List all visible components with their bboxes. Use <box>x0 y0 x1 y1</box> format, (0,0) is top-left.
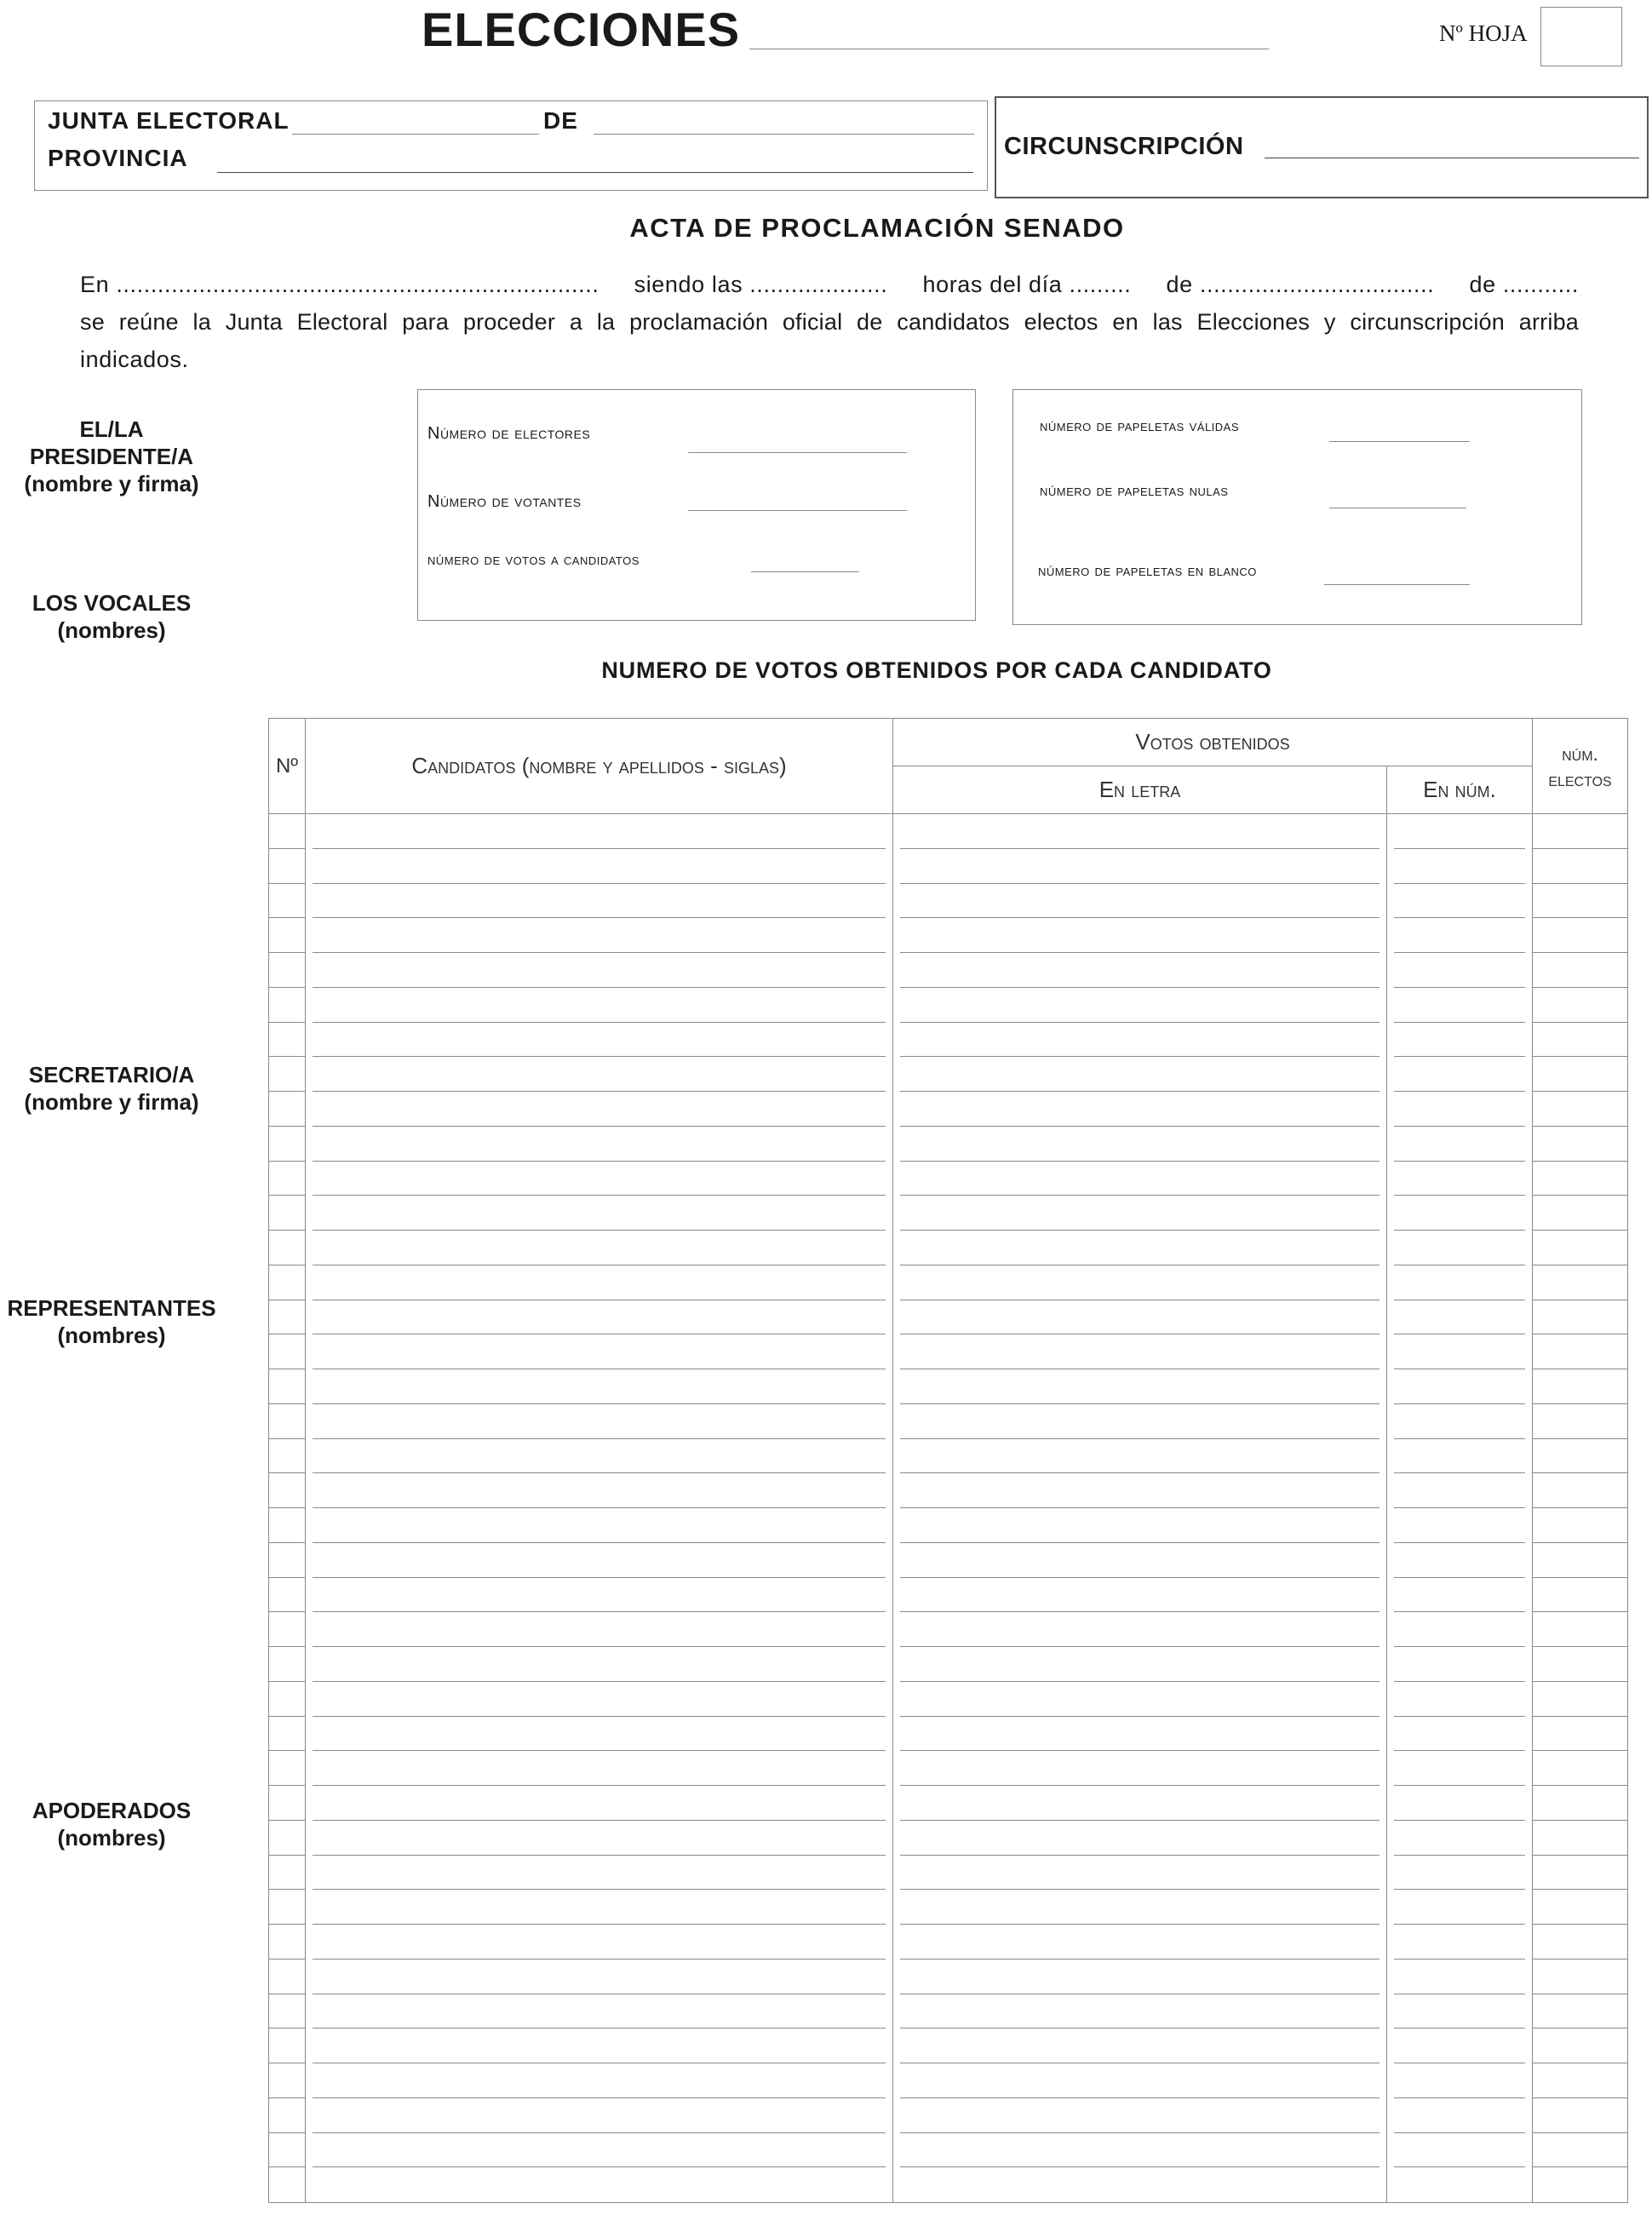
cell-votos-num[interactable] <box>1387 2167 1533 2202</box>
candidates-table <box>268 718 1628 2203</box>
candidates-body <box>269 814 1628 2203</box>
cell-votos-num[interactable] <box>1387 1647 1533 1682</box>
votantes-field[interactable] <box>688 510 907 511</box>
secretario-sub: (nombre y firma) <box>24 1089 199 1115</box>
cell-electos[interactable] <box>1533 2167 1628 2202</box>
cell-candidato[interactable] <box>306 2029 893 2063</box>
cell-no[interactable] <box>269 1508 306 1543</box>
cell-votos-num[interactable] <box>1387 1057 1533 1092</box>
cell-votos-letra[interactable] <box>893 1404 1387 1439</box>
acta-line-1 <box>80 266 1579 303</box>
table-row <box>269 2167 1628 2202</box>
cell-candidato[interactable] <box>306 1439 893 1474</box>
cell-votos-num[interactable] <box>1387 1508 1533 1543</box>
cell-candidato[interactable] <box>306 1023 893 1058</box>
cell-votos-letra[interactable] <box>893 1751 1387 1786</box>
cell-votos-num[interactable] <box>1387 1127 1533 1162</box>
cell-candidato[interactable] <box>306 1786 893 1821</box>
cell-candidato[interactable] <box>306 1543 893 1578</box>
cell-votos-num[interactable] <box>1387 1682 1533 1717</box>
cell-candidato[interactable] <box>306 1751 893 1786</box>
de-label: DE <box>543 107 578 134</box>
cell-votos-num[interactable] <box>1387 953 1533 988</box>
cell-no[interactable] <box>269 1925 306 1960</box>
cell-no[interactable] <box>269 1751 306 1786</box>
junta-electoral-label: JUNTA ELECTORAL <box>48 107 290 134</box>
cell-candidato[interactable] <box>306 1994 893 2029</box>
cell-candidato[interactable] <box>306 1369 893 1404</box>
nulas-label: número de papeletas nulas <box>1040 482 1229 500</box>
cell-no[interactable] <box>269 1473 306 1508</box>
cell-electos[interactable] <box>1533 1578 1628 1613</box>
cell-electos[interactable] <box>1533 1369 1628 1404</box>
cell-candidato[interactable] <box>306 1682 893 1717</box>
junta-electoral-line[interactable] <box>292 134 539 135</box>
representantes-label-block <box>0 1294 223 1349</box>
cell-candidato[interactable] <box>306 953 893 988</box>
acta-line2-text: se reúne la Junta Electoral para proceder a la proclamación oficial de candidatos electos en las Elecciones y circunscripción arriba <box>80 309 1579 335</box>
cell-no[interactable] <box>269 1717 306 1752</box>
col-header-electos <box>1533 719 1628 814</box>
validas-label: número de papeletas válidas <box>1040 417 1240 435</box>
cell-votos-num[interactable] <box>1387 1578 1533 1613</box>
acta-title: ACTA DE PROCLAMACIÓN SENADO <box>629 213 1125 243</box>
cell-no[interactable] <box>269 2029 306 2063</box>
apoderados-label-block <box>0 1797 223 1851</box>
cell-no[interactable] <box>269 1856 306 1891</box>
cell-no[interactable] <box>269 1786 306 1821</box>
table-row <box>269 1682 1628 1717</box>
cell-votos-letra[interactable] <box>893 1369 1387 1404</box>
cell-no[interactable] <box>269 2063 306 2098</box>
cell-no[interactable] <box>269 814 306 849</box>
cell-no[interactable] <box>269 1439 306 1474</box>
cell-no[interactable] <box>269 2133 306 2168</box>
cell-electos[interactable] <box>1533 1821 1628 1856</box>
cell-votos-letra[interactable] <box>893 1543 1387 1578</box>
cell-electos[interactable] <box>1533 1647 1628 1682</box>
cell-votos-num[interactable] <box>1387 2133 1533 2168</box>
cell-no[interactable] <box>269 849 306 884</box>
cell-votos-num[interactable] <box>1387 1404 1533 1439</box>
cell-votos-num[interactable] <box>1387 1717 1533 1752</box>
table-row <box>269 1890 1628 1925</box>
cell-no[interactable] <box>269 2098 306 2133</box>
cell-electos[interactable] <box>1533 953 1628 988</box>
table-row <box>269 1023 1628 1058</box>
col-header-candidatos: Candidatos (nombre y apellidos - siglas) <box>306 719 893 814</box>
cell-electos[interactable] <box>1533 814 1628 849</box>
cell-candidato[interactable] <box>306 1300 893 1335</box>
cell-candidato[interactable] <box>306 1404 893 1439</box>
table-row <box>269 849 1628 884</box>
cell-electos[interactable] <box>1533 1334 1628 1369</box>
cell-electos[interactable] <box>1533 1508 1628 1543</box>
cell-votos-letra[interactable] <box>893 1890 1387 1925</box>
cell-electos[interactable] <box>1533 1856 1628 1891</box>
table-row <box>269 884 1628 919</box>
cell-candidato[interactable] <box>306 1162 893 1196</box>
cell-no[interactable] <box>269 1162 306 1196</box>
table-row <box>269 1994 1628 2029</box>
cell-electos[interactable] <box>1533 1092 1628 1127</box>
cell-candidato[interactable] <box>306 1057 893 1092</box>
apoderados-sub: (nombres) <box>57 1825 166 1851</box>
cell-votos-num[interactable] <box>1387 1092 1533 1127</box>
col-header-no: Nº <box>269 719 306 814</box>
cell-votos-letra[interactable] <box>893 2133 1387 2168</box>
cell-votos-num[interactable] <box>1387 884 1533 919</box>
cell-electos[interactable] <box>1533 1612 1628 1647</box>
apoderados-label: APODERADOS <box>32 1798 192 1823</box>
cell-votos-num[interactable] <box>1387 1196 1533 1231</box>
cell-votos-letra[interactable] <box>893 1647 1387 1682</box>
cell-electos[interactable] <box>1533 2098 1628 2133</box>
blanco-field[interactable] <box>1324 584 1470 585</box>
acta-line1-part: horas del día ......... <box>922 272 1132 297</box>
cell-no[interactable] <box>269 1960 306 1994</box>
acta-line1-part: de ........... <box>1469 272 1579 297</box>
cell-votos-num[interactable] <box>1387 2063 1533 2098</box>
cell-votos-num[interactable] <box>1387 1369 1533 1404</box>
cell-no[interactable] <box>269 2167 306 2202</box>
cell-electos[interactable] <box>1533 1127 1628 1162</box>
cell-no[interactable] <box>269 1647 306 1682</box>
cell-votos-num[interactable] <box>1387 1612 1533 1647</box>
cell-electos[interactable] <box>1533 1439 1628 1474</box>
hoja-label: Nº HOJA <box>1439 20 1528 46</box>
cell-votos-letra[interactable] <box>893 2029 1387 2063</box>
table-row <box>269 1508 1628 1543</box>
votos-section-title: NUMERO DE VOTOS OBTENIDOS POR CADA CANDIDATO <box>601 657 1272 683</box>
cell-candidato[interactable] <box>306 1231 893 1265</box>
cell-no[interactable] <box>269 1578 306 1613</box>
table-row <box>269 1925 1628 1960</box>
cell-candidato[interactable] <box>306 1960 893 1994</box>
table-row <box>269 1300 1628 1335</box>
cell-votos-num[interactable] <box>1387 1925 1533 1960</box>
cell-electos[interactable] <box>1533 1786 1628 1821</box>
cell-votos-letra[interactable] <box>893 1821 1387 1856</box>
acta-line-2 <box>80 303 1579 341</box>
cell-votos-letra[interactable] <box>893 884 1387 919</box>
representantes-sub: (nombres) <box>57 1323 166 1348</box>
cell-candidato[interactable] <box>306 1856 893 1891</box>
cell-no[interactable] <box>269 1821 306 1856</box>
cell-votos-num[interactable] <box>1387 1162 1533 1196</box>
cell-votos-letra[interactable] <box>893 1196 1387 1231</box>
cell-votos-letra[interactable] <box>893 1508 1387 1543</box>
cell-candidato[interactable] <box>306 884 893 919</box>
cell-no[interactable] <box>269 1300 306 1335</box>
table-row <box>269 1057 1628 1092</box>
provincia-line[interactable] <box>217 172 973 173</box>
provincia-label: PROVINCIA <box>48 145 188 171</box>
cell-votos-letra[interactable] <box>893 988 1387 1023</box>
cell-votos-num[interactable] <box>1387 1994 1533 2029</box>
cell-votos-letra[interactable] <box>893 814 1387 849</box>
cell-votos-letra[interactable] <box>893 1300 1387 1335</box>
table-row <box>269 2029 1628 2063</box>
cell-electos[interactable] <box>1533 1717 1628 1752</box>
table-row <box>269 1127 1628 1162</box>
acta-line-3: indicados. <box>80 347 189 372</box>
table-row <box>269 953 1628 988</box>
cell-votos-num[interactable] <box>1387 918 1533 953</box>
cell-electos[interactable] <box>1533 1960 1628 1994</box>
cell-electos[interactable] <box>1533 849 1628 884</box>
col-header-electos-1: núm. <box>1562 742 1598 765</box>
table-row <box>269 2133 1628 2168</box>
cell-candidato[interactable] <box>306 1890 893 1925</box>
cell-no[interactable] <box>269 1092 306 1127</box>
cell-no[interactable] <box>269 1127 306 1162</box>
table-row <box>269 1612 1628 1647</box>
cell-candidato[interactable] <box>306 1647 893 1682</box>
cell-votos-num[interactable] <box>1387 814 1533 849</box>
cell-votos-num[interactable] <box>1387 1821 1533 1856</box>
col-header-electos-2: electos <box>1548 767 1612 790</box>
cell-votos-letra[interactable] <box>893 1856 1387 1891</box>
acta-line1-part: de .................................. <box>1166 272 1435 297</box>
cell-candidato[interactable] <box>306 1092 893 1127</box>
votantes-label: Número de votantes <box>427 492 582 511</box>
table-row <box>269 1960 1628 1994</box>
cell-electos[interactable] <box>1533 1265 1628 1300</box>
table-row <box>269 1717 1628 1752</box>
cell-no[interactable] <box>269 1612 306 1647</box>
table-row <box>269 1786 1628 1821</box>
cell-candidato[interactable] <box>306 1612 893 1647</box>
table-row <box>269 1856 1628 1891</box>
cell-votos-num[interactable] <box>1387 1473 1533 1508</box>
cell-votos-num[interactable] <box>1387 988 1533 1023</box>
cell-votos-num[interactable] <box>1387 1751 1533 1786</box>
cell-candidato[interactable] <box>306 2063 893 2098</box>
cell-electos[interactable] <box>1533 918 1628 953</box>
table-row <box>269 1196 1628 1231</box>
cell-candidato[interactable] <box>306 918 893 953</box>
cell-candidato[interactable] <box>306 1821 893 1856</box>
cell-electos[interactable] <box>1533 1057 1628 1092</box>
electores-label: Número de electores <box>427 424 591 443</box>
cell-votos-num[interactable] <box>1387 1439 1533 1474</box>
vocales-label: LOS VOCALES <box>32 590 192 616</box>
cell-no[interactable] <box>269 884 306 919</box>
table-row <box>269 1751 1628 1786</box>
cell-votos-letra[interactable] <box>893 1578 1387 1613</box>
cell-electos[interactable] <box>1533 1231 1628 1265</box>
cell-votos-num[interactable] <box>1387 1890 1533 1925</box>
table-row <box>269 1647 1628 1682</box>
cell-votos-num[interactable] <box>1387 1023 1533 1058</box>
cell-votos-num[interactable] <box>1387 2029 1533 2063</box>
cell-candidato[interactable] <box>306 2133 893 2168</box>
acta-line1-part: En ...................................................................... <box>80 272 599 297</box>
cell-no[interactable] <box>269 1543 306 1578</box>
table-row <box>269 1231 1628 1265</box>
cell-no[interactable] <box>269 1890 306 1925</box>
cell-votos-letra[interactable] <box>893 1786 1387 1821</box>
circunscripcion-label: CIRCUNSCRIPCIÓN <box>1004 133 1244 160</box>
presidente-label: EL/LA PRESIDENTE/A <box>29 416 194 469</box>
cell-no[interactable] <box>269 1265 306 1300</box>
cell-electos[interactable] <box>1533 1682 1628 1717</box>
table-row <box>269 1473 1628 1508</box>
cell-votos-num[interactable] <box>1387 1334 1533 1369</box>
cell-votos-num[interactable] <box>1387 1960 1533 1994</box>
cell-votos-letra[interactable] <box>893 2098 1387 2133</box>
cell-candidato[interactable] <box>306 1578 893 1613</box>
electores-field[interactable] <box>688 452 907 453</box>
cell-votos-letra[interactable] <box>893 1612 1387 1647</box>
votos-candidatos-field[interactable] <box>751 571 859 572</box>
table-row <box>269 988 1628 1023</box>
table-row <box>269 2063 1628 2098</box>
cell-electos[interactable] <box>1533 1994 1628 2029</box>
cell-candidato[interactable] <box>306 1508 893 1543</box>
secretario-label-block <box>0 1061 223 1116</box>
cell-electos[interactable] <box>1533 2029 1628 2063</box>
cell-electos[interactable] <box>1533 1196 1628 1231</box>
acta-paragraph <box>80 266 1579 378</box>
cell-electos[interactable] <box>1533 1162 1628 1196</box>
cell-votos-num[interactable] <box>1387 1543 1533 1578</box>
cell-candidato[interactable] <box>306 1925 893 1960</box>
hoja-field[interactable] <box>1540 7 1622 66</box>
cell-no[interactable] <box>269 1196 306 1231</box>
cell-electos[interactable] <box>1533 1543 1628 1578</box>
blanco-label: número de papeletas en blanco <box>1038 562 1257 580</box>
votos-candidatos-label: número de votos a candidatos <box>427 551 640 569</box>
cell-votos-letra[interactable] <box>893 953 1387 988</box>
validas-field[interactable] <box>1329 441 1470 442</box>
cell-votos-letra[interactable] <box>893 1231 1387 1265</box>
cell-no[interactable] <box>269 1231 306 1265</box>
table-row <box>269 1578 1628 1613</box>
cell-votos-letra[interactable] <box>893 918 1387 953</box>
cell-electos[interactable] <box>1533 2063 1628 2098</box>
cell-no[interactable] <box>269 988 306 1023</box>
cell-candidato[interactable] <box>306 988 893 1023</box>
table-row <box>269 1162 1628 1196</box>
cell-votos-num[interactable] <box>1387 849 1533 884</box>
vocales-label-block <box>0 589 223 644</box>
cell-votos-letra[interactable] <box>893 1162 1387 1196</box>
cell-electos[interactable] <box>1533 1404 1628 1439</box>
representantes-label: REPRESENTANTES <box>7 1295 216 1321</box>
cell-votos-num[interactable] <box>1387 2098 1533 2133</box>
acta-line1-part: siendo las .................... <box>634 272 888 297</box>
table-row <box>269 1265 1628 1300</box>
cell-votos-num[interactable] <box>1387 1856 1533 1891</box>
cell-votos-letra[interactable] <box>893 1023 1387 1058</box>
cell-candidato[interactable] <box>306 1334 893 1369</box>
table-row <box>269 1369 1628 1404</box>
cell-votos-letra[interactable] <box>893 849 1387 884</box>
table-row <box>269 814 1628 849</box>
cell-votos-letra[interactable] <box>893 1057 1387 1092</box>
table-row <box>269 1404 1628 1439</box>
cell-votos-letra[interactable] <box>893 1439 1387 1474</box>
presidente-label-block <box>0 416 223 497</box>
cell-votos-letra[interactable] <box>893 1682 1387 1717</box>
presidente-sub: (nombre y firma) <box>24 471 199 496</box>
col-header-num: En núm. <box>1387 766 1533 814</box>
cell-votos-letra[interactable] <box>893 2063 1387 2098</box>
cell-votos-letra[interactable] <box>893 1092 1387 1127</box>
cell-no[interactable] <box>269 1994 306 2029</box>
vocales-sub: (nombres) <box>57 617 166 643</box>
cell-candidato[interactable] <box>306 1265 893 1300</box>
cell-electos[interactable] <box>1533 1925 1628 1960</box>
cell-votos-letra[interactable] <box>893 1473 1387 1508</box>
cell-votos-num[interactable] <box>1387 1786 1533 1821</box>
col-header-letra: En letra <box>893 766 1387 814</box>
table-row <box>269 1821 1628 1856</box>
cell-votos-letra[interactable] <box>893 1994 1387 2029</box>
cell-votos-num[interactable] <box>1387 1265 1533 1300</box>
cell-electos[interactable] <box>1533 1751 1628 1786</box>
page-title: ELECCIONES <box>422 3 741 56</box>
cell-candidato[interactable] <box>306 2167 893 2202</box>
col-header-votos: Votos obtenidos <box>893 719 1533 766</box>
cell-candidato[interactable] <box>306 1196 893 1231</box>
cell-candidato[interactable] <box>306 2098 893 2133</box>
cell-votos-letra[interactable] <box>893 2167 1387 2202</box>
table-row <box>269 2098 1628 2133</box>
cell-candidato[interactable] <box>306 1717 893 1752</box>
cell-electos[interactable] <box>1533 2133 1628 2168</box>
cell-candidato[interactable] <box>306 814 893 849</box>
cell-electos[interactable] <box>1533 1890 1628 1925</box>
cell-candidato[interactable] <box>306 1127 893 1162</box>
cell-votos-letra[interactable] <box>893 1127 1387 1162</box>
cell-no[interactable] <box>269 1023 306 1058</box>
cell-votos-letra[interactable] <box>893 1265 1387 1300</box>
cell-electos[interactable] <box>1533 1473 1628 1508</box>
table-row <box>269 1334 1628 1369</box>
cell-electos[interactable] <box>1533 1300 1628 1335</box>
cell-no[interactable] <box>269 1404 306 1439</box>
cell-votos-letra[interactable] <box>893 1717 1387 1752</box>
cell-votos-letra[interactable] <box>893 1925 1387 1960</box>
secretario-label: SECRETARIO/A <box>28 1062 195 1087</box>
cell-no[interactable] <box>269 1369 306 1404</box>
cell-electos[interactable] <box>1533 884 1628 919</box>
cell-no[interactable] <box>269 953 306 988</box>
cell-votos-letra[interactable] <box>893 1960 1387 1994</box>
cell-no[interactable] <box>269 1057 306 1092</box>
cell-no[interactable] <box>269 1334 306 1369</box>
cell-votos-num[interactable] <box>1387 1300 1533 1335</box>
de-line[interactable] <box>594 134 974 135</box>
table-row <box>269 918 1628 953</box>
table-row <box>269 1543 1628 1578</box>
cell-no[interactable] <box>269 1682 306 1717</box>
table-row <box>269 1092 1628 1127</box>
cell-votos-num[interactable] <box>1387 1231 1533 1265</box>
cell-candidato[interactable] <box>306 1473 893 1508</box>
cell-votos-letra[interactable] <box>893 1334 1387 1369</box>
cell-electos[interactable] <box>1533 1023 1628 1058</box>
cell-electos[interactable] <box>1533 988 1628 1023</box>
table-row <box>269 1439 1628 1474</box>
cell-no[interactable] <box>269 918 306 953</box>
cell-candidato[interactable] <box>306 849 893 884</box>
